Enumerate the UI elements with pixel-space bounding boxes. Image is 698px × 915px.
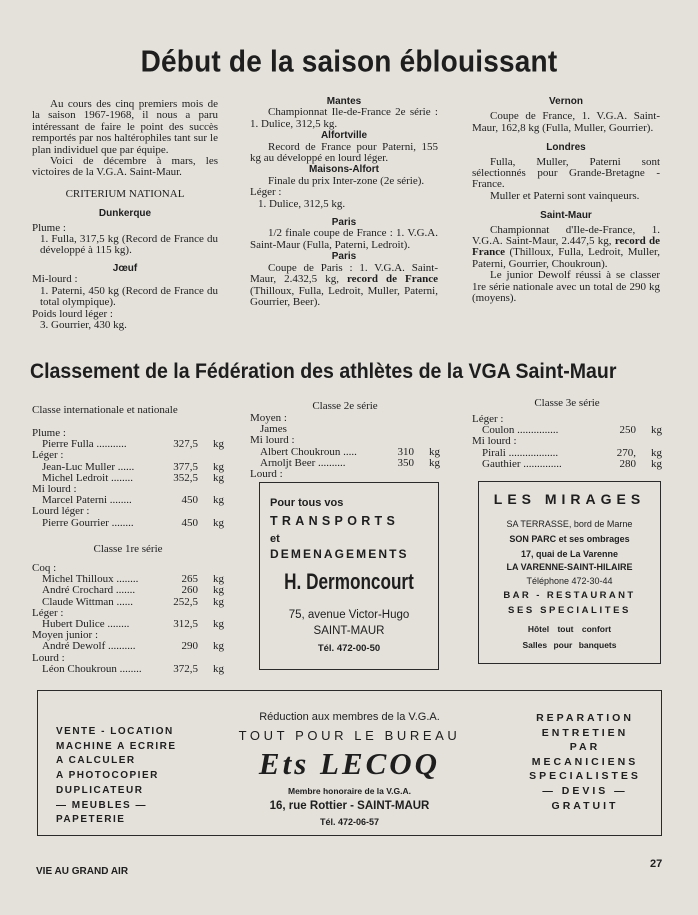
- athlete-name: André Crochard .......: [42, 585, 136, 597]
- ad-brand: H. Dermoncourt: [284, 569, 414, 594]
- ad-line: Téléphone 472-30-44: [526, 576, 613, 586]
- ad-line: 75, avenue Victor-Hugo: [288, 609, 410, 621]
- ranking-international: [32, 404, 224, 529]
- unit-label: kg: [429, 445, 440, 458]
- ranking-row: [250, 413, 440, 424]
- record-highlight: record de France: [347, 273, 439, 286]
- ad-list-item: VENTE - LOCATION: [56, 726, 174, 737]
- unit-label: kg: [213, 471, 224, 484]
- ranking-title: Classe internationale et nationale: [32, 404, 178, 416]
- athlete-name: Arnoljt Beer ..........: [260, 457, 346, 469]
- athlete-name: Gauthier ..............: [482, 458, 562, 470]
- text-line: Championnat Ile-de-France 2e série : 1. Dulice, 312,5 kg.: [250, 106, 438, 130]
- ad-line: Réduction aux membres de la V.G.A.: [259, 711, 440, 723]
- ad-line: Membre honoraire de la V.G.A.: [288, 786, 411, 796]
- ad-right-list: [528, 711, 642, 813]
- text-line: [250, 263, 438, 309]
- total-value: 270,: [616, 446, 636, 459]
- ad-list-item: PAPETERIE: [56, 814, 126, 826]
- athlete-name: André Dewolf ..........: [42, 641, 136, 653]
- text-line: Léger :: [250, 186, 282, 199]
- ad-line: Tél. 472-00-50: [317, 643, 381, 654]
- column-3: [472, 96, 660, 305]
- text-line: 1/2 finale coupe de France : 1. V.G.A. Saint-Maur (Fulla, Paterni, Ledroit).: [250, 227, 438, 251]
- section-heading-paris: Paris: [331, 217, 357, 229]
- weight-class-label: Moyen junior :: [32, 630, 98, 642]
- total-value: 290: [181, 640, 198, 653]
- intro-paragraph: Au cours des cinq premiers mois de la saison 1967-1968, il nous a paru intéressant de faire le point des succès remportés par nos haltérophiles tant sur le plan individuel que par équipe.: [32, 98, 218, 156]
- athlete-name: Léon Choukroun ........: [42, 663, 142, 675]
- unit-label: kg: [213, 595, 224, 608]
- unit-label: kg: [429, 456, 440, 469]
- text-line: Poids lourd léger :: [32, 307, 113, 320]
- text-line: 3. Gourrier, 430 kg.: [40, 318, 127, 331]
- text-line: 1. Paterni, 450 kg (Record de France du total olympique).: [40, 284, 218, 309]
- ranking-row: [32, 439, 224, 450]
- unit-label: kg: [651, 424, 662, 437]
- athlete-name: Hubert Dulice ........: [42, 619, 130, 631]
- text-line: 1. Dulice, 312,5 kg.: [258, 197, 346, 210]
- athlete-name: Albert Choukroun .....: [260, 446, 357, 458]
- total-value: 327,5: [173, 438, 198, 451]
- text-span: (Thilloux, Fulla, Ledroit, Muller, Paterni, Gourrier, Beer).: [250, 284, 438, 308]
- ranking-row: [250, 424, 440, 435]
- unit-label: kg: [651, 446, 662, 459]
- section-heading-vernon: Vernon: [549, 96, 583, 107]
- total-value: 450: [181, 516, 198, 529]
- ad-line: SAINT-MAUR: [313, 625, 385, 637]
- total-value: 352,5: [173, 471, 198, 484]
- athlete-name: Coulon ...............: [482, 425, 559, 437]
- section-heading-alfortville: Alfortville: [320, 130, 368, 142]
- ranking-row: [32, 506, 224, 517]
- section-heading-dunkerque: Dunkerque: [98, 208, 152, 220]
- ranking-row: [32, 585, 224, 596]
- ranking-title: Classe 3e série: [534, 397, 600, 409]
- ad-lecoq: [37, 690, 662, 836]
- ad-line: TRANSPORTS: [270, 514, 400, 528]
- ad-list-item: A PHOTOCOPIER: [56, 770, 159, 782]
- ad-line: LA VARENNE-SAINT-HILAIRE: [506, 562, 633, 572]
- total-value: 280: [619, 457, 636, 470]
- record-highlight: record de France: [472, 235, 661, 259]
- weight-class-label: Moyen :: [250, 413, 287, 424]
- ad-dermoncourt: [259, 482, 439, 670]
- text-line: Finale du prix Inter-zone (2e série).: [268, 174, 425, 187]
- section-heading-paris: Paris: [331, 251, 357, 263]
- total-value: 450: [181, 494, 198, 507]
- ranking-row: [32, 619, 224, 630]
- ranking-third-series: [472, 397, 662, 470]
- total-value: 252,5: [173, 595, 198, 608]
- ad-line: SA TERRASSE, bord de Marne: [506, 519, 633, 529]
- total-value: 312,5: [173, 618, 198, 631]
- ad-line: SES SPECIALITES: [508, 605, 631, 616]
- ranking-row: [32, 495, 224, 506]
- section-heading-londres: Londres: [546, 142, 586, 154]
- athlete-name: Pierre Fulla ...........: [42, 439, 127, 451]
- text-span: Coupe de Paris : 1. V.G.A. Saint-Maur, 2.432,5 kg,: [250, 261, 438, 286]
- ad-brand: LES MIRAGES: [493, 491, 646, 507]
- ranking-rows: [250, 413, 440, 480]
- section-heading-joeuf: Jœuf: [112, 262, 138, 274]
- text-line: Coupe de France, 1. V.G.A. Saint-Maur, 162,8 kg (Fulla, Muller, Gourrier).: [472, 110, 660, 134]
- criterium-heading: CRITERIUM NATIONAL: [65, 187, 185, 200]
- weight-class-label: Plume :: [32, 428, 66, 439]
- unit-label: kg: [213, 584, 224, 597]
- weight-class-label: Lourd léger :: [32, 506, 90, 518]
- athlete-name: Michel Ledroit ........: [42, 472, 134, 484]
- athlete-name: Pierre Gourrier ........: [42, 517, 134, 529]
- magazine-footer: VIE AU GRAND AIR: [36, 866, 129, 877]
- weight-class-label: Mi lourd :: [472, 436, 517, 448]
- ad-line: Salles pour banquets: [522, 640, 617, 650]
- column-2: [250, 96, 438, 308]
- ranking-rows: [32, 563, 224, 675]
- unit-label: kg: [213, 662, 224, 675]
- ad-list-item: GRATUIT: [551, 799, 619, 812]
- weight-class-label: Coq :: [32, 563, 57, 574]
- text-line: Muller et Paterni sont vainqueurs.: [490, 189, 640, 202]
- athlete-name: Marcel Paterni ........: [42, 495, 132, 507]
- ad-list-item: MACHINE A ECRIRE: [56, 740, 177, 752]
- text-line: Fulla, Muller, Paterni sont sélectionnés pour Grande-Bretagne - France.: [472, 155, 660, 191]
- ranking-row: [32, 450, 224, 461]
- athlete-name: Claude Wittman ......: [42, 596, 134, 608]
- intro-paragraph-2: Voici de décembre à mars, les victoires de la V.G.A. Saint-Maur.: [32, 155, 218, 179]
- page-number: 27: [650, 858, 663, 870]
- ranking-row: [250, 469, 440, 480]
- total-value: 350: [397, 456, 414, 469]
- athlete-name: James: [260, 424, 287, 436]
- ranking-heading: Classement de la Fédération des athlètes de la VGA Saint-Maur: [30, 360, 617, 383]
- total-value: 377,5: [173, 460, 198, 473]
- text-span: Championnat d'Ile-de-France, 1. V.G.A. Saint-Maur, 2.447,5 kg,: [472, 223, 660, 248]
- weight-class-label: Léger :: [472, 414, 504, 425]
- weight-class-label: Mi lourd :: [250, 435, 295, 447]
- total-value: 260: [181, 584, 198, 597]
- unit-label: kg: [651, 457, 662, 470]
- ad-list-item: — MEUBLES —: [56, 799, 147, 811]
- ranking-first-series: [32, 543, 224, 675]
- weight-class-label: Lourd :: [32, 652, 65, 664]
- weight-class-label: Léger :: [32, 450, 64, 462]
- ranking-row: [32, 518, 224, 529]
- ad-list-item: REPARATION: [536, 712, 634, 724]
- weight-class-label: Mi lourd :: [32, 484, 77, 496]
- section-heading-maisons-alfort: Maisons-Alfort: [309, 164, 379, 176]
- ad-line: Hôtel tout confort: [527, 624, 612, 634]
- unit-label: kg: [213, 573, 224, 586]
- total-value: 250: [619, 424, 636, 437]
- ad-list-item: — DEVIS —: [542, 784, 628, 797]
- ranking-row: [250, 458, 440, 469]
- ranking-row: [32, 641, 224, 652]
- ranking-row: [250, 435, 440, 446]
- athlete-name: Pirali ..................: [482, 447, 559, 459]
- ad-les-mirages: [478, 481, 661, 664]
- ad-line: et: [270, 533, 280, 545]
- ad-list-item: MECANICIENS: [531, 755, 639, 768]
- ranking-row: [472, 459, 662, 470]
- unit-label: kg: [213, 460, 224, 473]
- unit-label: kg: [213, 618, 224, 631]
- text-line: Plume :: [32, 221, 66, 234]
- total-value: 372,5: [173, 662, 198, 675]
- ad-line: Tél. 472-06-57: [319, 817, 380, 827]
- total-value: 265: [181, 573, 198, 586]
- ad-line: Pour tous vos: [270, 497, 344, 509]
- text-span: (Thilloux, Fulla, Ledroit, Muller, Paterni, Gourrier, Choukroun).: [472, 246, 660, 270]
- text-line: 1. Fulla, 317,5 kg (Record de France du développé à 115 kg).: [40, 233, 218, 257]
- ad-line: TOUT POUR LE BUREAU: [238, 728, 461, 743]
- ranking-title: Classe 1re série: [93, 543, 163, 555]
- ranking-rows: [32, 428, 224, 529]
- ranking-rows: [472, 414, 662, 470]
- text-line: [472, 225, 660, 271]
- section-heading-saint-maur: Saint-Maur: [540, 210, 592, 222]
- ad-line: 16, rue Rottier - SAINT-MAUR: [269, 800, 430, 812]
- ranking-row: [472, 436, 662, 447]
- ranking-second-series: [250, 400, 440, 480]
- ad-brand: Ets LECOQ: [258, 746, 441, 781]
- unit-label: kg: [213, 438, 224, 451]
- unit-label: kg: [213, 640, 224, 653]
- ad-list-item: PAR: [569, 741, 601, 754]
- text-line: Mi-lourd :: [32, 273, 78, 286]
- text-line: Le junior Dewolf réussi à se classer 1re série nationale avec un total de 290 kg (moyens).: [472, 269, 660, 305]
- ad-list-item: ENTRETIEN: [541, 726, 629, 739]
- total-value: 310: [397, 445, 414, 458]
- ad-list-item: SPECIALISTES: [529, 770, 641, 783]
- athlete-name: Michel Thilloux ........: [42, 574, 139, 586]
- ad-line: DEMENAGEMENTS: [270, 547, 409, 561]
- unit-label: kg: [213, 516, 224, 529]
- column-1: [32, 99, 218, 331]
- section-heading-mantes: Mantes: [326, 96, 362, 107]
- ad-line: BAR - RESTAURANT: [503, 590, 636, 601]
- ranking-row: [32, 597, 224, 608]
- ad-list-item: A CALCULER: [56, 755, 136, 767]
- text-line: Record de France pour Paterni, 155 kg au développé en lourd léger.: [250, 140, 438, 165]
- unit-label: kg: [213, 494, 224, 507]
- weight-class-label: Léger :: [32, 607, 64, 619]
- ranking-row: [472, 425, 662, 436]
- athlete-name: Jean-Luc Muller ......: [42, 461, 135, 473]
- ad-list-item: DUPLICATEUR: [56, 784, 144, 796]
- ranking-title: Classe 2e série: [312, 400, 378, 412]
- article-title: Début de la saison éblouissant: [140, 44, 558, 79]
- ranking-row: [32, 473, 224, 484]
- ranking-row: [32, 664, 224, 675]
- ad-line: 17, quai de La Varenne: [520, 549, 619, 559]
- ad-line: SON PARC et ses ombrages: [509, 534, 630, 544]
- weight-class-label: Lourd :: [250, 469, 283, 481]
